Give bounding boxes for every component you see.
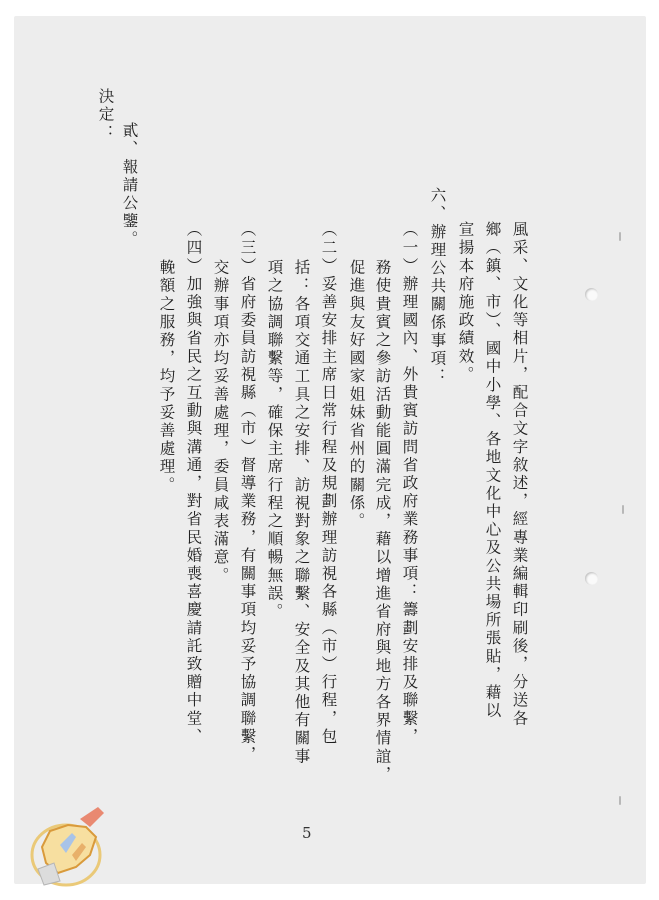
continued-text-line-3: 宣揚本府施政績效。 — [456, 221, 475, 384]
item-1-line-2: 務使貴賓之參訪活動能圓滿完成，藉以增進省府與地方各界情誼， — [373, 259, 392, 784]
item-3-line-2: 交辦事項亦均妥善處理，委員咸表滿意。 — [211, 259, 230, 585]
document-page — [14, 16, 646, 884]
binding-hole-bottom — [585, 572, 598, 585]
item-4-line-2: 輓額之服務，均予妥善處理。 — [157, 259, 176, 495]
continued-text-line-1: 風采、文化等相片，配合文字敘述，經專業編輯印刷後，分送各 — [510, 221, 529, 728]
edge-mark — [622, 505, 624, 514]
section-2-heading: 貳、報請公鑒。 — [120, 122, 139, 249]
item-4-line-1: （四）加強與省民之互動與溝通，對省民婚喪喜慶請託致贈中堂、 — [184, 221, 203, 746]
decision-label: 決定： — [96, 88, 115, 143]
item-1-line-3: 促進與友好國家姐妹省州的關係。 — [347, 259, 366, 531]
section-6-heading: 六、辦理公共關係事項： — [428, 187, 447, 387]
edge-mark — [619, 232, 621, 241]
continued-text-line-2: 鄉（鎮、市）、國中小學、各地文化中心及公共場所張貼，藉以 — [483, 221, 502, 721]
item-1-line-1: （一）辦理國內、外貴賓訪問省政府業務事項：籌劃安排及聯繫， — [400, 221, 419, 746]
item-2-line-2: 括：各項交通工具之安排、訪視對象之聯繫、安全及其他有關事 — [292, 259, 311, 766]
archive-logo-icon — [20, 797, 120, 892]
item-2-line-3: 項之協調聯繫等，確保主席行程之順暢無誤。 — [265, 259, 284, 621]
item-3-line-1: （三）省府委員訪視縣（市）督導業務，有關事項均妥予協調聯繫， — [238, 221, 257, 764]
page-number: 5 — [302, 824, 312, 842]
edge-mark — [619, 796, 621, 805]
binding-hole-top — [585, 288, 598, 301]
item-2-line-1: （二）妥善安排主席日常行程及規劃辦理訪視各縣（市）行程，包 — [319, 221, 338, 746]
